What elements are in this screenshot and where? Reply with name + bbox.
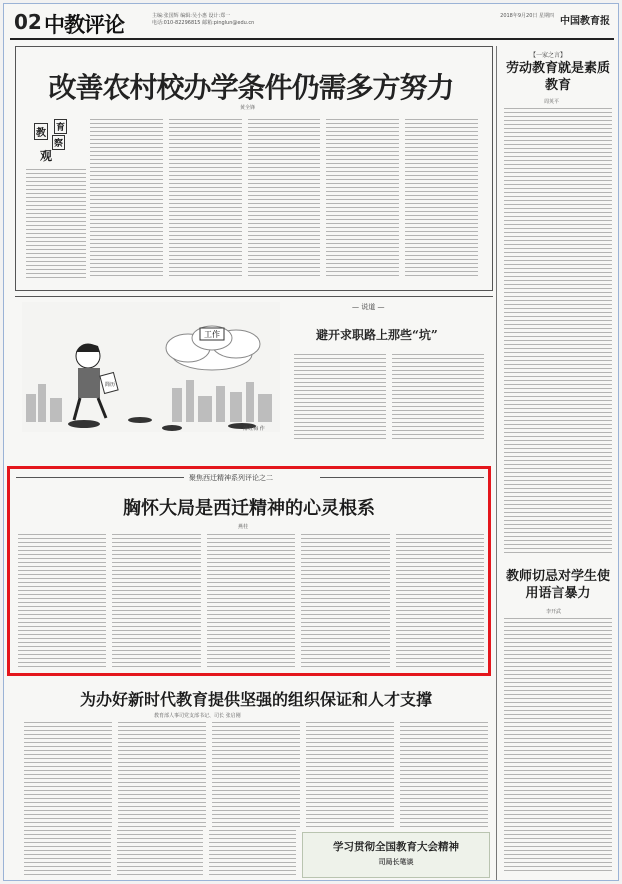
- right-column-title: 劳动教育就是素质教育: [505, 61, 610, 93]
- issue-date: 2018年9月20日 星期四: [500, 13, 554, 19]
- series-rule-left: [16, 477, 184, 478]
- right-column: [500, 46, 616, 880]
- newspaper-page: [3, 3, 619, 881]
- cartoon-sign-text: 工作: [204, 330, 220, 339]
- editor-info-line1: 主编:张国辉 编辑:吴小惠 设计:郑一: [152, 13, 231, 19]
- org-article-byline: 教育部人事司党支部书记、司长 张启刚: [154, 713, 241, 719]
- column-badge-char: 育: [54, 119, 67, 134]
- cartoon-credit: 薛红梅 作: [243, 426, 265, 432]
- right-column-tag-text: 一家之言: [536, 52, 561, 59]
- org-article-body: [24, 722, 488, 828]
- campaign-banner: [302, 832, 490, 878]
- lead-article-body-col1: [26, 169, 86, 279]
- cartoon-article-body: [294, 354, 484, 442]
- lead-article-byline: 黄全锋: [240, 105, 256, 111]
- cartoon-article-title: 避开求职路上那些“坑”: [316, 328, 438, 342]
- column-badge-icon: [34, 117, 80, 167]
- right-column-second-body: [504, 618, 612, 874]
- banner-title: 学习贯彻全国教育大会精神: [333, 841, 459, 853]
- page-number: 02: [14, 10, 42, 34]
- section-name: 中教评论: [44, 13, 124, 37]
- column-separator: [496, 46, 497, 880]
- newspaper-logo: 中国教育报: [560, 16, 610, 27]
- column-badge-char: 察: [52, 135, 65, 150]
- editor-info: [152, 13, 302, 27]
- right-column-second-title: 教师切忌对学生使用语言暴力: [505, 569, 610, 601]
- section-divider: [15, 296, 493, 297]
- org-article-body-tail: [24, 830, 296, 878]
- right-column-byline: 周英平: [544, 99, 560, 105]
- page-header: [10, 8, 614, 40]
- lead-article-title: 改善农村校办学条件仍需多方努力: [48, 71, 454, 104]
- series-rule-right: [320, 477, 484, 478]
- series-tag: 聚焦西迁精神系列评论之二: [189, 474, 273, 482]
- column-badge-char: 教: [34, 123, 48, 140]
- cartoon-article-tag: — 说道 —: [352, 303, 385, 311]
- highlighted-article-body: [18, 534, 484, 670]
- right-column-body: [504, 108, 612, 556]
- column-badge-char: 观: [40, 149, 53, 163]
- lead-article-body: [90, 119, 478, 279]
- right-column-second-byline: 李开武: [546, 609, 562, 615]
- editor-info-line2: 电话:010-82296815 邮箱:pinglun@edu.cn: [152, 20, 255, 26]
- org-article-title: 为办好新时代教育提供坚强的组织保证和人才支撑: [79, 690, 432, 709]
- highlighted-article-title: 胸怀大局是西迁精神的心灵根系: [123, 498, 375, 519]
- cartoon-article-tag-text: 说道: [361, 303, 376, 311]
- cartoon-paper-text: 简历: [104, 382, 116, 388]
- right-column-tag: 【一家之言】: [530, 52, 567, 59]
- highlighted-article-byline: 燕桂: [238, 524, 249, 530]
- cartoon-illustration: [22, 302, 280, 432]
- banner-subtitle: 司局长笔谈: [378, 857, 414, 866]
